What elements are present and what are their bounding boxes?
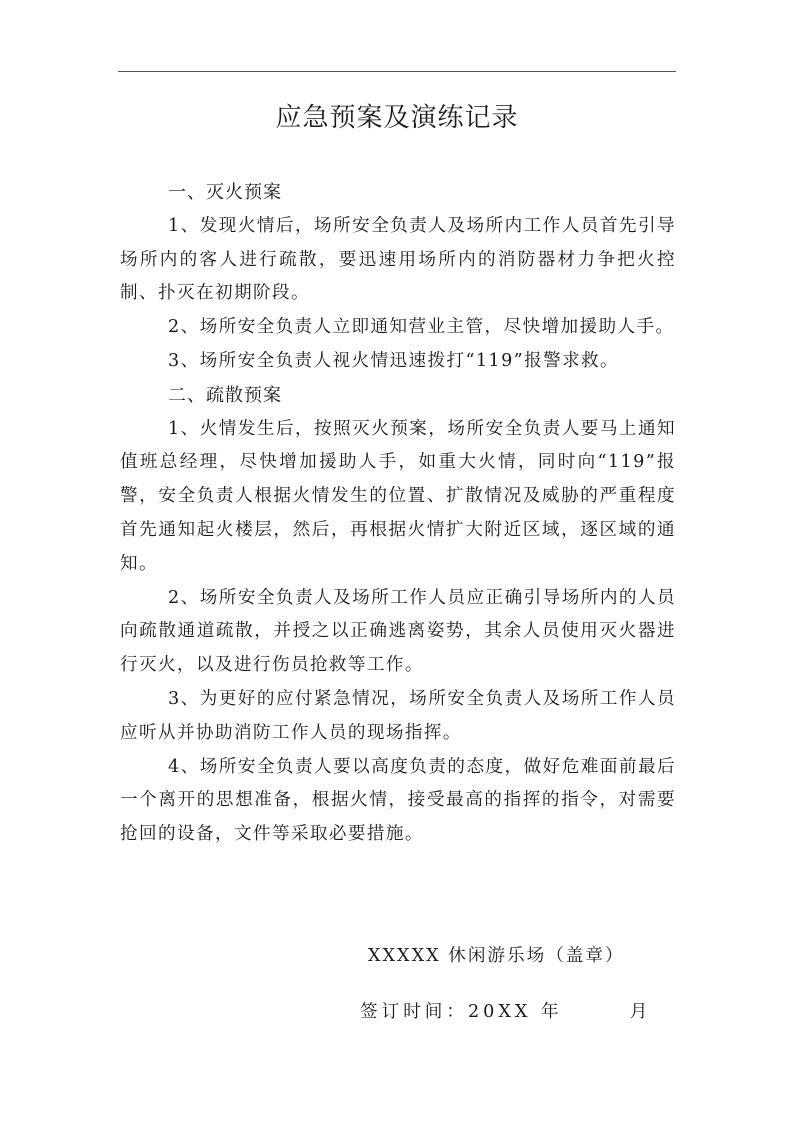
header-rule (118, 71, 676, 72)
paragraph: 4、场所安全负责人要以高度负责的态度，做好危难面前最后一个离开的思想准备，根据火情，接受最高的指挥的指令，对需要抢回的设备，文件等采取必要措施。 (120, 756, 676, 845)
paragraph: 1、火情发生后，按照灭火预案，场所安全负责人要马上通知值班总经理，尽快增加援助人手，如重大火情，同时向“119”报警，安全负责人根据火情发生的位置、扩散情况及威胁的严重程度首先通知起火楼层，然后，再根据火情扩大附近区域，逐区域的通知。 (120, 418, 676, 574)
paragraph: 1、发现火情后，场所安全负责人及场所内工作人员首先引导场所内的客人进行疏散，要迅速用场所内的消防器材力争把火控制、扑灭在初期阶段。 (120, 215, 676, 304)
section-heading: 一、灭火预案 (168, 182, 282, 203)
paragraph: 2、场所安全负责人立即通知营业主管，尽快增加援助人手。 (168, 317, 675, 338)
section-fire-plan (120, 176, 676, 379)
sign-date-line: 签订时间：20XX 年 月 (360, 1002, 652, 1022)
section-evacuation-plan (120, 379, 676, 852)
organization-seal-line: XXXXX 休闲游乐场（盖章） (368, 946, 625, 966)
paragraph: 3、为更好的应付紧急情况，场所安全负责人及场所工作人员应听从并协助消防工作人员的现场指挥。 (120, 688, 676, 743)
section-heading: 二、疏散预案 (168, 384, 282, 406)
paragraph: 3、场所安全负责人视火情迅速拨打“119”报警求救。 (168, 350, 620, 371)
document-body (120, 176, 676, 852)
document-title: 应急预案及演练记录 (275, 103, 519, 133)
paragraph: 2、场所安全负责人及场所工作人员应正确引导场所内的人员向疏散通道疏散，并授之以正确逃离姿势，其余人员使用灭火器进行灭火，以及进行伤员抢救等工作。 (120, 587, 676, 676)
